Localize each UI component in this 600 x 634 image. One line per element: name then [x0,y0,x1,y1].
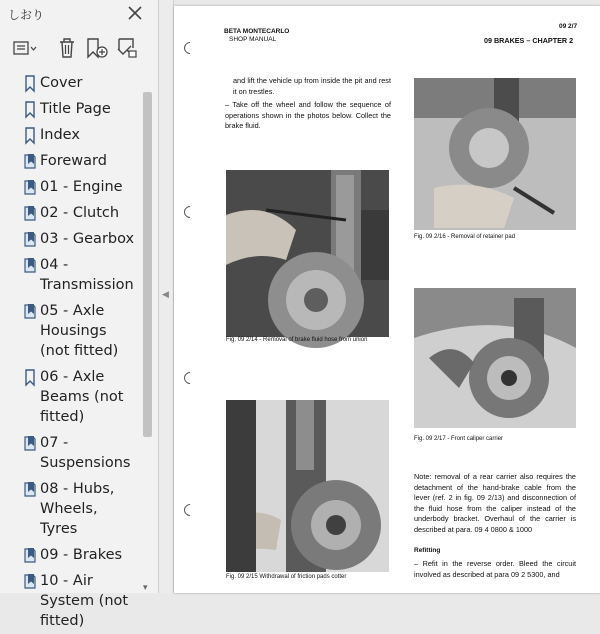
bookmark-label: 01 - Engine [40,179,123,195]
add-bookmark-icon[interactable] [84,36,110,60]
refitting-paragraph: – Refit in the reverse order. Bleed the circuit involved as described at para 09 2 5300, and [414,559,576,579]
bookmark-item[interactable] [0,96,140,122]
bookmark-label: 03 - Gearbox [40,231,135,247]
tag-bookmark-icon[interactable] [114,36,140,60]
bookmark-label: 02 - Clutch [40,205,120,221]
bookmark-item[interactable] [0,364,140,430]
page-bookmark-icon [20,546,40,564]
bookmark-icon [20,368,40,386]
binder-hole-mark [182,502,199,519]
page-bookmark-icon [20,256,40,274]
note-paragraph: Note: removal of a rear carrier also requires the detachment of the hand-brake cable from the lever (ref. 2 in fig. 09 2/13) and disconnection of the fluid hose from the caliper instead of the underbody bracket. Overhaul of the carrier is described at para. 09 4 0800 & 1000 [414,472,576,534]
bookmark-item[interactable] [0,542,140,568]
bookmark-item[interactable] [0,226,140,252]
document-page [174,6,600,593]
bookmark-label: 04 - Transmission [40,257,134,293]
figure-caption: Fig. 09 2/14 - Removal of brake fluid hose from union [226,337,368,343]
page-number: 09 2/7 [559,23,578,30]
bookmark-scrollbar-thumb[interactable] [143,92,152,437]
bookmark-label: 09 - Brakes [40,547,123,563]
page-bookmark-icon [20,572,40,590]
list-options-icon[interactable] [12,36,38,60]
binder-hole-mark [182,40,199,57]
bookmark-item[interactable] [0,200,140,226]
bookmark-label: 08 - Hubs, Wheels, Tyres [40,481,115,537]
page-bookmark-icon [20,204,40,222]
bookmark-item[interactable] [0,148,140,174]
bookmark-icon [20,100,40,118]
bookmark-item[interactable] [0,298,140,364]
bookmarks-panel [0,0,159,629]
bookmarks-header [0,0,158,28]
header-brand: BETA MONTECARLO [224,28,290,35]
figure-caption: Fig. 09 2/17 - Front caliper carrier [414,436,504,442]
bookmarks-title: しおり [8,8,45,22]
figure-caption: Fig. 09 2/15 Withdrawal of friction pads cotter [226,574,347,580]
bookmark-item[interactable] [0,252,140,298]
bookmark-label: 10 - Air System (not fitted) [40,573,129,629]
step-paragraph: – Take off the wheel and follow the sequence of operations shown in the photos below. Collect the brake fluid. [225,100,391,131]
bookmark-label: Cover [40,75,83,91]
binder-hole-mark [182,204,199,221]
chapter-title: 09 BRAKES – CHAPTER 2 [484,36,574,45]
intro-paragraph: and lift the vehicle up from inside the pit and rest it on trestles. [233,76,391,96]
refitting-heading: Refitting [414,547,441,554]
photo-brake-hose-removal [226,170,389,337]
bookmark-label: Title Page [40,101,111,117]
bookmark-item[interactable] [0,476,140,542]
page-bookmark-icon [20,434,40,452]
page-bookmark-icon [20,302,40,320]
page-bookmark-icon [20,178,40,196]
scroll-down-arrow-icon[interactable]: ▾ [143,583,148,593]
collapse-panel-arrow-icon[interactable]: ◀ [162,290,169,300]
binder-hole-mark [182,370,199,387]
bookmark-label: Foreward [40,153,107,169]
bookmark-label: Index [40,127,80,143]
bookmark-icon [20,74,40,92]
bookmark-item[interactable] [0,70,140,96]
page-bookmark-icon [20,480,40,498]
photo-retainer-pad-removal [414,78,576,230]
bookmark-label: 06 - Axle Beams (not fitted) [40,369,124,425]
bookmark-icon [20,126,40,144]
photo-front-caliper-carrier [414,288,576,428]
bookmark-item[interactable] [0,568,140,634]
bookmark-label: 07 - Suspensions [40,435,131,471]
trash-icon[interactable] [54,36,80,60]
bookmark-label: 05 - Axle Housings (not fitted) [40,303,119,359]
bookmark-item[interactable] [0,430,140,476]
page-bookmark-icon [20,230,40,248]
bookmark-item[interactable] [0,122,140,148]
bookmark-list [0,70,140,629]
photo-friction-pads-cotter [226,400,389,572]
page-bookmark-icon [20,152,40,170]
bookmark-item[interactable] [0,174,140,200]
close-icon[interactable] [126,4,144,22]
header-subtitle: SHOP MANUAL [229,36,277,43]
figure-caption: Fig. 09 2/16 - Removal of retainer pad [414,234,516,240]
bookmarks-toolbar [0,34,158,64]
